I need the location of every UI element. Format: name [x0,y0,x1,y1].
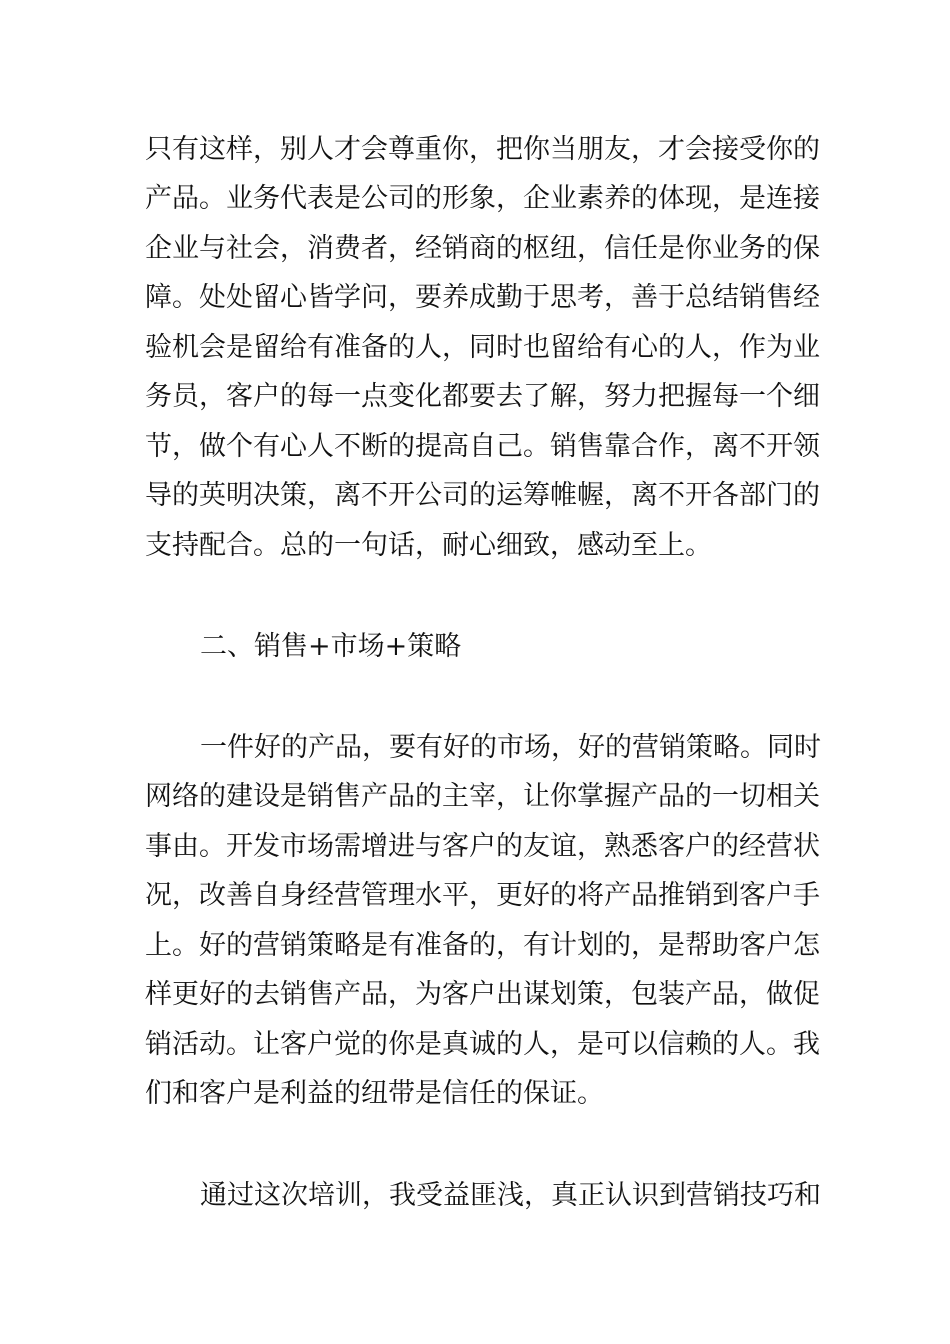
paragraph-line: 只有这样，别人才会尊重你，把你当朋友，才会接受你的 [145,134,820,165]
paragraph-line: 网络的建设是销售产品的主宰，让你掌握产品的一切相关 [145,781,820,812]
paragraph-line: 产品。业务代表是公司的形象，企业素养的体现，是连接 [145,183,820,214]
paragraph-line: 支持配合。总的一句话，耐心细致，感动至上。 [145,530,712,561]
paragraph-line: 事由。开发市场需增进与客户的友谊，熟悉客户的经营状 [145,831,820,862]
paragraph-line: 导的英明决策，离不开公司的运筹帷幄，离不开各部门的 [145,480,820,511]
document-body [145,0,821,1344]
paragraph-line: 们和客户是利益的纽带是信任的保证。 [145,1078,604,1109]
paragraph-line: 一件好的产品，要有好的市场，好的营销策略。同时 [200,732,821,763]
paragraph-line: 况，改善自身经营管理水平，更好的将产品推销到客户手 [145,880,820,911]
paragraph-line: 障。处处留心皆学问，要养成勤于思考，善于总结销售经 [145,282,820,313]
paragraph-line: 务员，客户的每一点变化都要去了解，努力把握每一个细 [145,381,820,412]
paragraph-line: 企业与社会，消费者，经销商的枢纽，信任是你业务的保 [145,233,820,264]
paragraph-line: 验机会是留给有准备的人，同时也留给有心的人，作为业 [145,332,820,363]
paragraph-line: 通过这次培训，我受益匪浅，真正认识到营销技巧和 [200,1180,821,1211]
paragraph-line: 节，做个有心人不断的提高自己。销售靠合作，离不开领 [145,431,820,462]
section-heading: 二、销售+市场+策略 [200,631,462,662]
paragraph-line: 上。好的营销策略是有准备的，有计划的，是帮助客户怎 [145,930,820,961]
paragraph-line: 销活动。让客户觉的你是真诚的人，是可以信赖的人。我 [145,1029,820,1060]
paragraph-line: 样更好的去销售产品，为客户出谋划策，包装产品，做促 [145,979,820,1010]
